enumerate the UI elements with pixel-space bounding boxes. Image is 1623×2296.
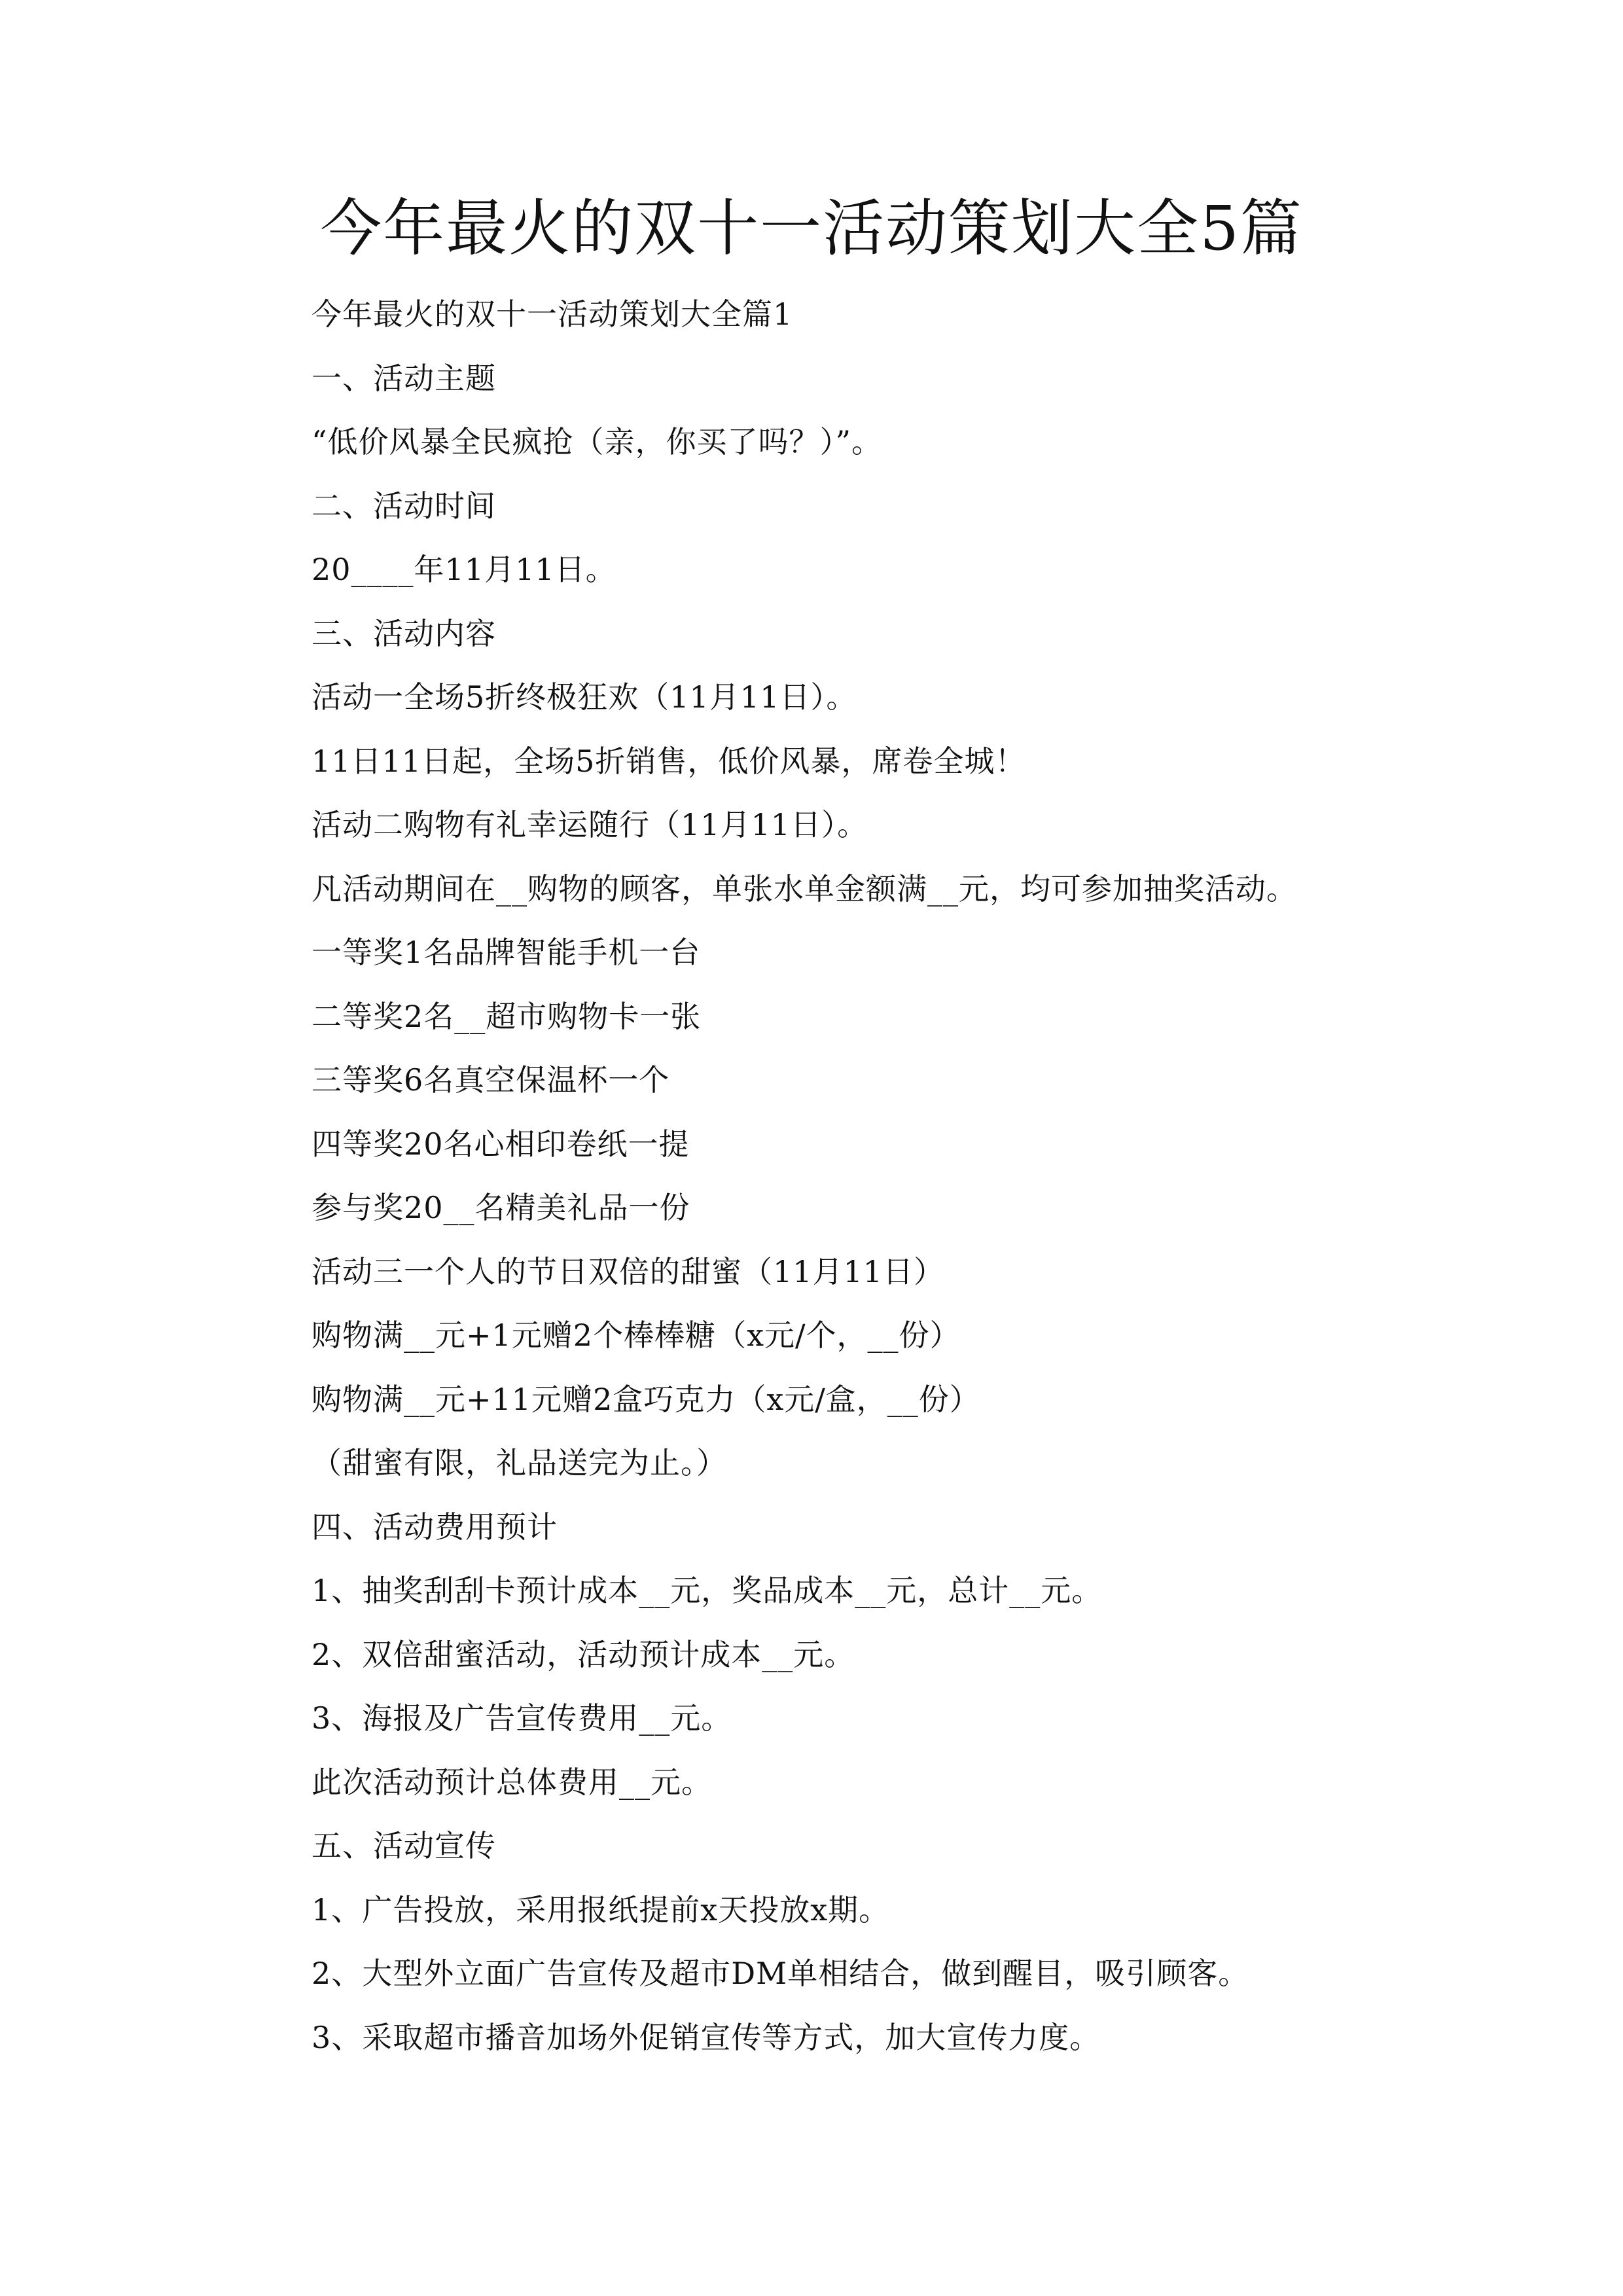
paragraph: 购物满__元+1元赠2个棒棒糖（x元/个，__份） [312,1318,961,1353]
paragraph: 购物满__元+11元赠2盒巧克力（x元/盒，__份） [312,1381,980,1417]
prize-line: 四等奖20名心相印卷纸一提 [312,1126,690,1162]
paragraph: 20____年11月11日。 [312,552,616,587]
paragraph: 1、抽奖刮刮卡预计成本__元，奖品成本__元，总计__元。 [312,1573,1103,1608]
prize-line: 三等奖6名真空保温杯一个 [312,1062,670,1098]
heading-cost-estimate: 四、活动费用预计 [312,1509,558,1545]
paragraph: 11日11日起，全场5折销售，低价风暴，席卷全城！ [312,743,1026,779]
section-subtitle: 今年最火的双十一活动策划大全篇1 [312,296,793,332]
prize-line: 参与奖20__名精美礼品一份 [312,1190,690,1225]
heading-promotion: 五、活动宣传 [312,1828,496,1863]
heading-activity-time: 二、活动时间 [312,488,496,524]
document-title: 今年最火的双十一活动策划大全5篇 [320,193,1303,264]
paragraph: 1、广告投放，采用报纸提前x天投放x期。 [312,1892,890,1928]
paragraph: 活动三一个人的节日双倍的甜蜜（11月11日） [312,1253,945,1289]
heading-activity-theme: 一、活动主题 [312,360,496,396]
paragraph: 3、海报及广告宣传费用__元。 [312,1700,732,1736]
paragraph: 凡活动期间在__购物的顾客，单张水单金额满__元，均可参加抽奖活动。 [312,870,1297,906]
paragraph: “低价风暴全民疯抢（亲，你买了吗？）”。 [312,424,883,459]
paragraph: 2、大型外立面广告宣传及超市DM单相结合，做到醒目，吸引顾客。 [312,1956,1249,1991]
paragraph: 活动二购物有礼幸运随行（11月11日）。 [312,807,868,842]
prize-line: 一等奖1名品牌智能手机一台 [312,935,701,970]
paragraph: 此次活动预计总体费用__元。 [312,1764,712,1800]
heading-activity-content: 三、活动内容 [312,615,496,651]
document-body [312,283,1437,2070]
paragraph: （甜蜜有限，礼品送完为止。） [312,1445,727,1480]
paragraph: 活动一全场5折终极狂欢（11月11日）。 [312,679,857,715]
paragraph: 3、采取超市播音加场外促销宣传等方式，加大宣传力度。 [312,2019,1101,2055]
paragraph: 2、双倍甜蜜活动，活动预计成本__元。 [312,1636,855,1672]
prize-line: 二等奖2名__超市购物卡一张 [312,998,702,1034]
